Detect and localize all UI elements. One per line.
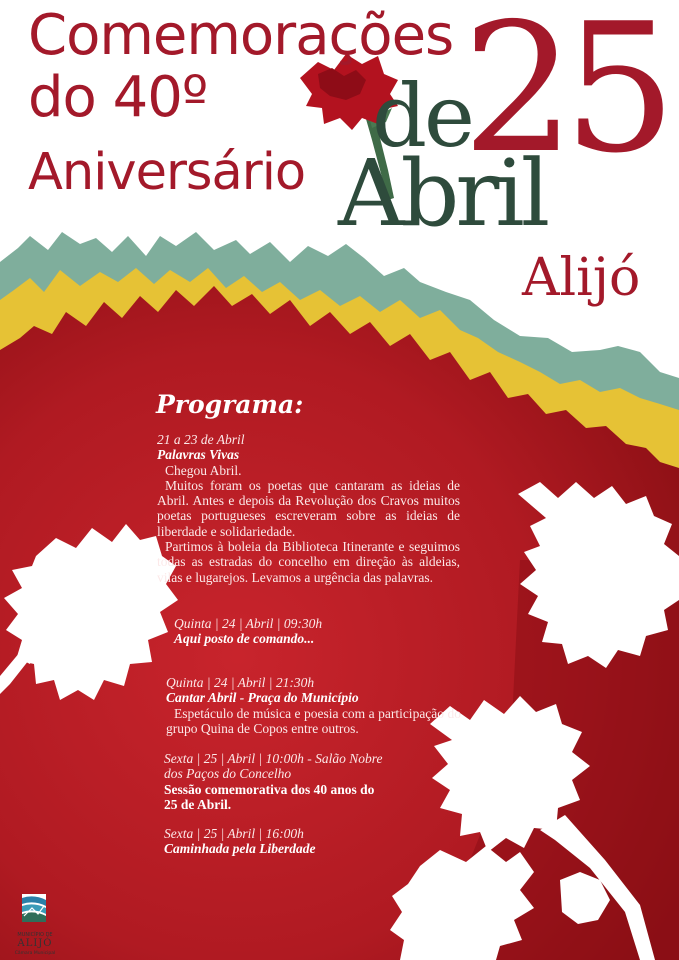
- event-date: Quinta | 24 | Abril | 21:30h: [166, 675, 315, 690]
- title-place: Alijó: [522, 248, 641, 308]
- event-date: Quinta | 24 | Abril | 09:30h: [174, 616, 323, 631]
- logo-text-municipio: MUNICÍPIO DE: [17, 932, 53, 938]
- event-date: Sexta | 25 | Abril | 16:00h: [164, 826, 304, 841]
- title-line-2: do 40º: [28, 65, 208, 130]
- title-abril: Abril: [338, 140, 547, 247]
- logo-text-alijo: ALIJÓ: [17, 938, 53, 949]
- event-date: Sexta | 25 | Abril | 10:00h - Salão Nobre dos Paços do Concelho: [164, 751, 383, 782]
- event-name: Palavras Vivas: [157, 447, 240, 463]
- title-number-25: 25: [462, 0, 665, 192]
- event-date: 21 a 23 de Abril: [157, 432, 245, 447]
- event-paragraph: Chegou Abril.: [165, 462, 242, 478]
- programa-heading: Programa:: [156, 390, 304, 419]
- event-name: Cantar Abril - Praça do Município: [166, 690, 359, 706]
- event-cantar-abril: [166, 675, 461, 736]
- title-de: de: [372, 67, 472, 167]
- event-paragraph: Muitos foram os poetas que cantaram as ideias de Abril. Antes e depois da Revolução dos Cravos muitos poetas portugueses escreveram sobre as ideias de liberdade e solidariedade.: [157, 477, 460, 539]
- event-name: Sessão comemorativa dos 40 anos do 25 de Abril.: [164, 781, 375, 812]
- event-aqui-posto: [174, 616, 464, 647]
- logo-text-camara: Câmara Municipal: [14, 951, 56, 956]
- event-name: Aqui posto de comando...: [174, 631, 315, 647]
- event-palavras-vivas: [157, 432, 460, 585]
- event-paragraph: Espetáculo de música e poesia com a participação do grupo Quina de Copos entre outros.: [166, 705, 461, 736]
- event-name: Caminhada pela Liberdade: [164, 841, 316, 857]
- title-line-3: Aniversário: [28, 143, 306, 202]
- title-line-1: Comemorações: [28, 3, 454, 68]
- event-sessao-comemorativa: [164, 751, 464, 812]
- event-caminhada: [164, 826, 464, 857]
- event-paragraph: Partimos à boleia da Biblioteca Itinerante e seguimos todas as estradas do concelho em direção às aldeias, vilas e lugarejos. Levamos a urgência das palavras.: [157, 539, 460, 585]
